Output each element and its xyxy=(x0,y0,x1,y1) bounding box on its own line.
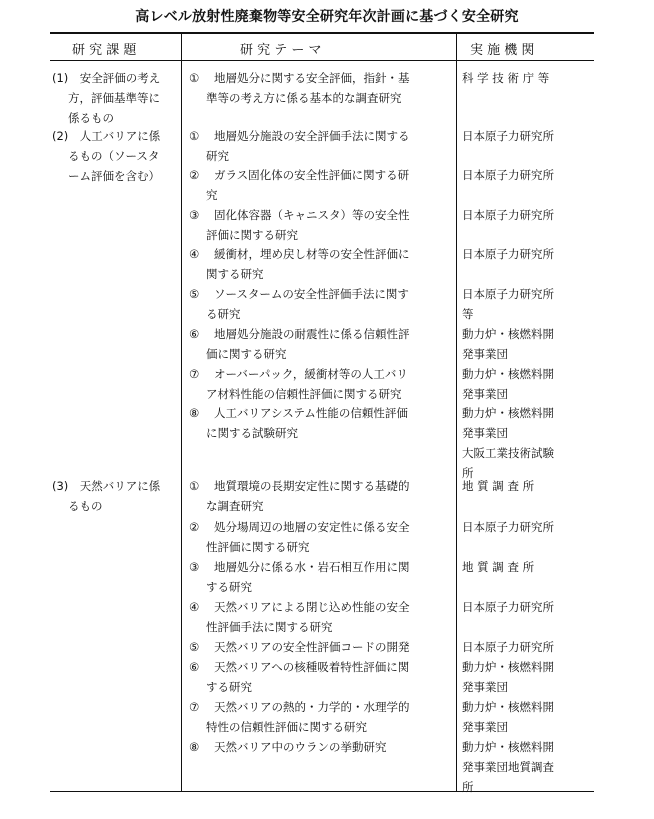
theme-text-line: 処分場周辺の地層の安定性に係る安全 xyxy=(214,520,410,534)
institution-text-line: 発事業団 xyxy=(462,720,508,734)
column-divider-2 xyxy=(456,33,457,791)
category-label-line: 係るもの xyxy=(68,111,114,125)
theme-text-line: 天然バリアの熱的・力学的・水理学的 xyxy=(214,700,410,714)
category-label-line: るもの（ソースタ xyxy=(68,149,160,163)
institution-text-line: 日本原子力研究所 xyxy=(462,129,554,143)
theme-text-line: 価に関する研究 xyxy=(206,347,287,361)
header-rule xyxy=(50,60,594,61)
institution-text-line: 日本原子力研究所 xyxy=(462,168,554,182)
theme-number: ⑥ xyxy=(189,327,200,341)
theme-text-line: オーバーパック，緩衝材等の人工バリ xyxy=(214,367,408,381)
category-label-line: るもの xyxy=(68,499,103,513)
theme-text-line: 緩衝材，埋め戻し材等の安全性評価に xyxy=(214,247,410,261)
theme-number: ① xyxy=(189,71,200,85)
institution-text-line: 地 質 調 査 所 xyxy=(462,479,535,493)
theme-number: ⑦ xyxy=(189,700,200,714)
institution-text-line: 日本原子力研究所 xyxy=(462,640,554,654)
theme-text-line: する研究 xyxy=(206,680,252,694)
theme-number: ④ xyxy=(189,600,200,614)
theme-text-line: 研究 xyxy=(206,149,229,163)
theme-number: ⑥ xyxy=(189,660,200,674)
institution-text-line: 日本原子力研究所 xyxy=(462,520,554,534)
institution-text-line: 等 xyxy=(462,307,474,321)
theme-number: ⑤ xyxy=(189,640,200,654)
institution-text-line: 発事業団 xyxy=(462,426,508,440)
institution-text-line: 発事業団 xyxy=(462,347,508,361)
column-divider-1 xyxy=(181,33,182,791)
theme-number: ③ xyxy=(189,560,200,574)
theme-text-line: 固化体容器（キャニスタ）等の安全性 xyxy=(214,208,410,222)
theme-text-line: 地層処分施設の耐震性に係る信頼性評 xyxy=(214,327,410,341)
category-label-line: ーム評価を含む） xyxy=(68,169,160,183)
theme-text-line: 準等の考え方に係る基本的な調査研究 xyxy=(206,91,402,105)
category-label-line: 方，評価基準等に xyxy=(68,91,160,105)
institution-text-line: 大阪工業技術試験 xyxy=(462,446,554,460)
theme-text-line: ア材料性能の信頼性評価に関する研究 xyxy=(206,387,402,401)
header-category: 研 究 課 題 xyxy=(72,43,137,58)
theme-text-line: 天然バリアの安全性評価コードの開発 xyxy=(214,640,410,654)
institution-text-line: 動力炉・核燃料開 xyxy=(462,740,554,754)
header-institution: 実 施 機 関 xyxy=(470,43,535,58)
theme-number: ⑦ xyxy=(189,367,200,381)
theme-text-line: 性評価に関する研究 xyxy=(206,540,310,554)
theme-number: ⑧ xyxy=(189,406,200,420)
institution-text-line: 動力炉・核燃料開 xyxy=(462,367,554,381)
theme-text-line: 性評価手法に関する研究 xyxy=(206,620,333,634)
theme-text-line: 地層処分に関する安全評価，指針・基 xyxy=(214,71,410,85)
institution-text-line: 動力炉・核燃料開 xyxy=(462,700,554,714)
theme-text-line: 天然バリアへの核種吸着特性評価に関 xyxy=(214,660,410,674)
theme-text-line: 天然バリア中のウランの挙動研究 xyxy=(214,740,387,754)
category-label-line: (2) 人工バリアに係 xyxy=(52,129,161,143)
category-label-line: (3) 天然バリアに係 xyxy=(52,479,161,493)
theme-number: ⑧ xyxy=(189,740,200,754)
institution-text-line: 動力炉・核燃料開 xyxy=(462,327,554,341)
institution-text-line: 発事業団 xyxy=(462,680,508,694)
theme-number: ④ xyxy=(189,247,200,261)
theme-text-line: 天然バリアによる閉じ込め性能の安全 xyxy=(214,600,410,614)
theme-text-line: 地層処分に係る水・岩石相互作用に関 xyxy=(214,560,410,574)
theme-text-line: な調査研究 xyxy=(206,499,264,513)
theme-number: ③ xyxy=(189,208,200,222)
institution-text-line: 発事業団 xyxy=(462,387,508,401)
theme-text-line: 地層処分施設の安全評価手法に関する xyxy=(214,129,410,143)
theme-text-line: 究 xyxy=(206,188,218,202)
institution-text-line: 所 xyxy=(462,780,474,794)
theme-text-line: に関する試験研究 xyxy=(206,426,298,440)
institution-text-line: 日本原子力研究所 xyxy=(462,208,554,222)
theme-text-line: 関する研究 xyxy=(206,267,264,281)
theme-number: ① xyxy=(189,129,200,143)
theme-number: ② xyxy=(189,168,200,182)
institution-text-line: 科 学 技 術 庁 等 xyxy=(462,71,550,85)
bottom-rule xyxy=(50,791,594,792)
institution-text-line: 日本原子力研究所 xyxy=(462,247,554,261)
institution-text-line: 地 質 調 査 所 xyxy=(462,560,535,574)
theme-text-line: 評価に関する研究 xyxy=(206,228,298,242)
institution-text-line: 動力炉・核燃料開 xyxy=(462,406,554,420)
institution-text-line: 日本原子力研究所 xyxy=(462,600,554,614)
theme-text-line: る研究 xyxy=(206,307,241,321)
institution-text-line: 発事業団地質調査 xyxy=(462,760,554,774)
theme-text-line: ガラス固化体の安全性評価に関する研 xyxy=(214,168,410,182)
institution-text-line: 日本原子力研究所 xyxy=(462,287,554,301)
table-title: 高レベル放射性廃棄物等安全研究年次計画に基づく安全研究 xyxy=(135,9,519,25)
theme-text-line: する研究 xyxy=(206,580,252,594)
theme-text-line: 地質環境の長期安定性に関する基礎的 xyxy=(214,479,410,493)
institution-text-line: 動力炉・核燃料開 xyxy=(462,660,554,674)
theme-text-line: 特性の信頼性評価に関する研究 xyxy=(206,720,367,734)
institution-text-line: 所 xyxy=(462,466,474,480)
header-theme: 研 究 テ ー マ xyxy=(240,43,322,58)
top-rule xyxy=(50,32,594,34)
theme-text-line: ソースタームの安全性評価手法に関す xyxy=(214,287,409,301)
theme-number: ① xyxy=(189,479,200,493)
category-label-line: (1) 安全評価の考え xyxy=(52,71,161,85)
theme-number: ② xyxy=(189,520,200,534)
theme-text-line: 人工バリアシステム性能の信頼性評価 xyxy=(214,406,408,420)
theme-number: ⑤ xyxy=(189,287,200,301)
